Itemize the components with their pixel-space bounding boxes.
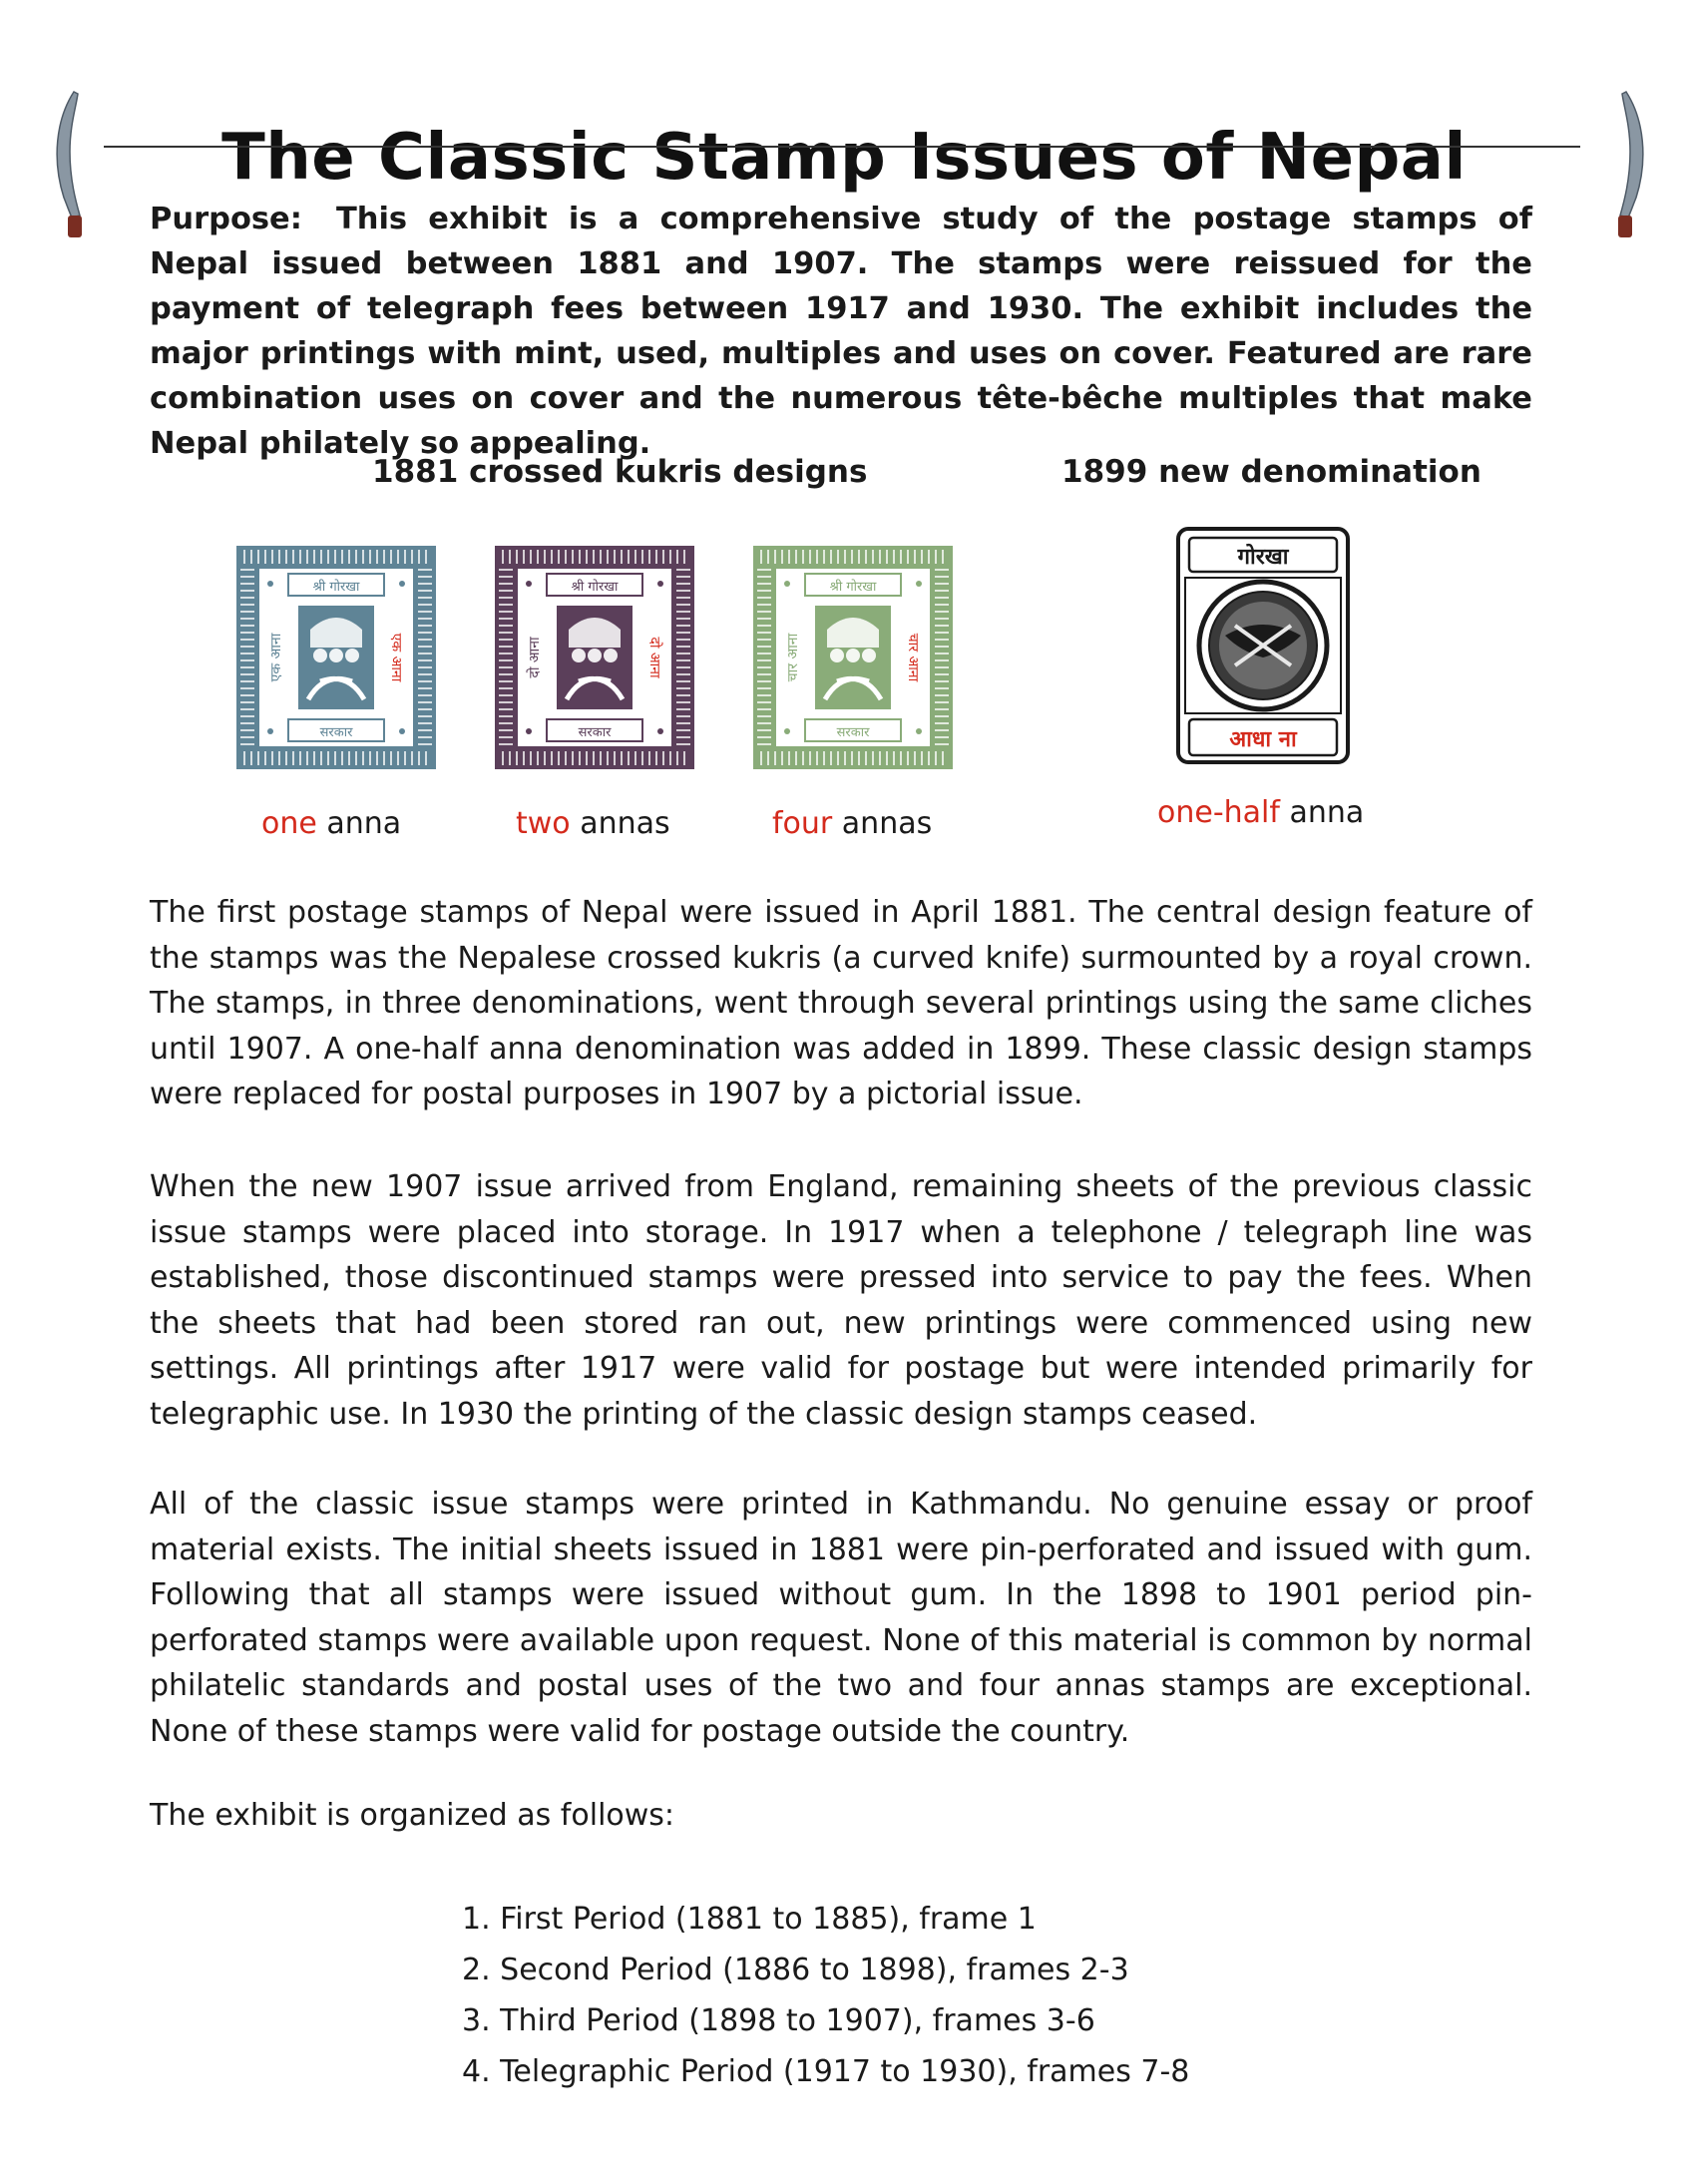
caption-one-rest: anna [316,806,402,841]
purpose-statement [150,197,1532,466]
paragraph-printing: All of the classic issue stamps were printed in Kathmandu. No genuine essay or proof material exists. The initial sheets issued in 1881 were pin-perforated and issued with gum. Following that all stamps were issued without gum. In the 1898 to 1901 period pin-perforated stamps were available upon request. None of this material is common by normal philatelic standards and postal uses of the two and four annas stamps are exceptional. None of these stamps were valid for postage outside the country. [150,1487,1532,1749]
stamp-half-bottom-text: आधा ना [1229,727,1297,752]
stamp-bottom-text: सरकार [319,725,353,740]
caption-two-annas [516,806,670,841]
caption-two-rest: annas [570,806,670,841]
purpose-text: This exhibit is a comprehensive study of the postage stamps of Nepal issued between 1881 and 1907. The stamps were reissued for the payment of telegraph fees between 1917 and 1930. The exhibit includes the major printings with mint, used, multiples and uses on cover. Featured are rare combination uses on cover and the numerous tête-bêche multiples that make Nepal philately so appealing. [150,202,1532,461]
paragraph-history: The first postage stamps of Nepal were issued in April 1881. The central design feature of the stamps was the Nepalese crossed kukris (a curved knife) surmounted by a royal crown. The stamps, in three denominations, went through several printings using the same cliches until 1907. A one-half anna denomination was added in 1899. These classic design stamps were replaced for postal purposes in 1907 by a pictorial issue. [150,895,1532,1111]
stamp-one-half-anna [1175,526,1351,765]
stamp-side-left-text: दो आना [527,637,543,678]
caption-one-half-anna [1157,795,1364,830]
paragraph-telegraph: When the new 1907 issue arrived from England, remaining sheets of the previous classic issue stamps were placed into storage. In 1917 when a telephone / telegraph line was established, those discontinued stamps were pressed into service to pay the fees. When the sheets that had been stored ran out, new printings were commenced using new settings. All printings after 1917 were valid for postage but were intended primarily for telegraphic use. In 1930 the printing of the classic design stamps ceased. [150,1169,1532,1432]
list-item: 1. First Period (1881 to 1885), frame 1 [462,1902,1037,1937]
stamp-bottom-text: सरकार [578,725,612,740]
title-divider [104,146,1580,148]
caption-four-rest: annas [832,806,933,841]
stamp-top-text: श्री गोरखा [312,580,360,595]
stamp-side-right-text: एक आना [388,633,404,682]
caption-one-accent: one [261,806,317,841]
caption-two-accent: two [516,806,571,841]
list-item: 4. Telegraphic Period (1917 to 1930), frames 7-8 [462,2054,1190,2089]
organization-list [462,1894,1189,2097]
caption-four-accent: four [772,806,833,841]
stamp-four-annas [751,544,955,771]
list-item: 2. Second Period (1886 to 1898), frames 2-3 [462,1953,1129,1987]
heading-1899-denomination: 1899 new denomination [1061,454,1481,490]
stamp-top-text: श्री गोरखा [829,580,877,595]
page-title: The Classic Stamp Issues of Nepal [221,120,1467,195]
stamp-bottom-text: सरकार [836,725,870,740]
stamp-top-text: श्री गोरखा [571,580,619,595]
stamp-half-top-text: गोरखा [1237,545,1289,570]
stamp-side-right-text: दो आना [646,637,662,678]
caption-four-annas [772,806,932,841]
stamp-one-anna [234,544,438,771]
caption-one-anna [261,806,401,841]
heading-1881-designs: 1881 crossed kukris designs [372,454,868,490]
stamp-side-right-text: चार आना [905,633,921,682]
list-item: 3. Third Period (1898 to 1907), frames 3-6 [462,2003,1095,2038]
stamp-two-annas [493,544,696,771]
stamp-side-left-text: एक आना [268,633,284,682]
caption-half-accent: one-half [1157,795,1280,830]
purpose-label: Purpose: [150,202,302,236]
stamp-side-left-text: चार आना [785,633,801,682]
caption-half-rest: anna [1279,795,1365,830]
organization-intro: The exhibit is organized as follows: [150,1798,675,1833]
